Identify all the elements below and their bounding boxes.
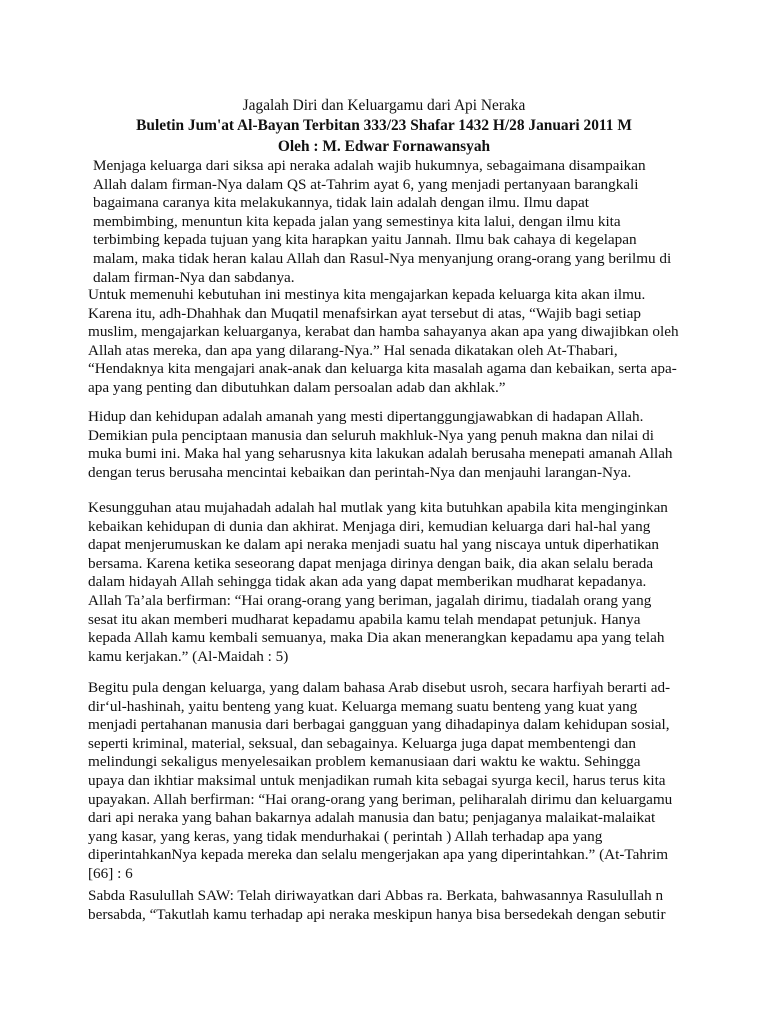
paragraph-4: Kesungguhan atau mujahadah adalah hal mutlak yang kita butuhkan apabila kita menginginkan kebaikan kehidupan di dunia dan akhirat. Menjaga diri, kemudian keluarga dari hal-hal yang dapat menjerumuskan ke dalam api neraka menjadi suatu hal yang niscaya untuk diperhatikan bersama. Karena ketika seseorang dapat menjaga dirinya dengan baik, dia akan selalu berada dalam hidayah Allah sehingga tidak akan ada yang dapat memberikan mudharat kepadanya. Allah Ta’ala berfirman: “Hai orang-orang yang beriman, jagalah dirimu, tiadalah orang yang sesat itu akan memberi mudharat kepadamu apabila kamu telah mendapat petunjuk. Hanya kepada Allah kamu kembali semuanya, maka Dia akan menerangkan kepadamu apa yang telah kamu kerjakan.” (Al-Maidah : 5) bbox=[88, 499, 668, 665]
document-subtitle: Buletin Jum'at Al-Bayan Terbitan 333/23 Shafar 1432 H/28 Januari 2011 M bbox=[136, 117, 632, 134]
document-author: Oleh : M. Edwar Fornawansyah bbox=[277, 138, 491, 155]
paragraph-2: Untuk memenuhi kebutuhan ini mestinya kita mengajarkan kepada keluarga kita akan ilmu. Karena itu, adh-Dhahhak dan Muqatil menafsirkan ayat tersebut di atas, “Wajib bagi setiap muslim, mengajarkan keluarganya, kerabat dan hamba sahayanya akan apa yang diwajibkan oleh Allah atas mereka, dan apa yang dilarang-Nya.” Hal senada dikatakan oleh At-Thabari, “Hendaknya kita mengajari anak-anak dan keluarga kita masalah agama dan kebaikan, serta apa- apa yang penting dan dibutuhkan dalam persoalan adab dan akhlak.” bbox=[88, 286, 679, 396]
paragraph-1: Menjaga keluarga dari siksa api neraka adalah wajib hukumnya, sebagaimana disampaikan Allah dalam firman-Nya dalam QS at-Tahrim ayat 6, yang menjadi pertanyaan barangkali bagaimana caranya kita melakukannya, tidak lain adalah dengan ilmu. Ilmu dapat membimbing, menuntun kita kepada jalan yang semestinya kita lalui, dengan ilmu kita terbimbing kepada tujuan yang kita harapkan yaitu Jannah. Ilmu bak cahaya di kegelapan malam, maka tidak heran kalau Allah dan Rasul-Nya menyanjung orang-orang yang berilmu di dalam firman-Nya dan sabdanya. bbox=[93, 157, 672, 286]
paragraph-6: Sabda Rasulullah SAW: Telah diriwayatkan dari Abbas ra. Berkata, bahwasannya Rasulullah n bersabda, “Takutlah kamu terhadap api neraka meskipun hanya bisa bersedekah dengan sebutir bbox=[88, 887, 666, 923]
paragraph-3: Hidup dan kehidupan adalah amanah yang mesti dipertanggungjawabkan di hadapan Allah. Demikian pula penciptaan manusia dan seluruh makhluk-Nya yang penuh makna dan nilai di muka bumi ini. Maka hal yang seharusnya kita lakukan adalah berusaha menepati amanah Allah dengan terus berusaha mencintai kebaikan dan perintah-Nya dan menjauhi larangan-Nya. bbox=[88, 408, 673, 481]
paragraph-5: Begitu pula dengan keluarga, yang dalam bahasa Arab disebut usroh, secara harfiyah berarti ad- dir‘ul-hashinah, yaitu benteng yang kuat. Keluarga memang suatu benteng yang kuat yang menjadi pertahanan manusia dari berbagai gangguan yang dihadapinya dalam kehidupan sosial, seperti kriminal, material, seksual, dan sebagainya. Keluarga juga dapat membentengi dan melindungi sekaligus menyelesaikan problem kemanusiaan dari waktu ke waktu. Sehingga upaya dan ikhtiar maksimal untuk menjadikan rumah kita sebagai syurga kecil, harus terus kita upayakan. Allah berfirman: “Hai orang-orang yang beriman, peliharalah dirimu dan keluargamu dari api neraka yang bahan bakarnya adalah manusia dan batu; penjaganya malaikat-malaikat yang kasar, yang keras, yang tidak mendurhakai ( perintah ) Allah terhadap apa yang diperintahkanNya kepada mereka dan selalu mengerjakan apa yang diperintahkan.” (At-Tahrim [66] : 6 bbox=[88, 679, 673, 882]
document-title: Jagalah Diri dan Keluargamu dari Api Neraka bbox=[242, 97, 526, 114]
